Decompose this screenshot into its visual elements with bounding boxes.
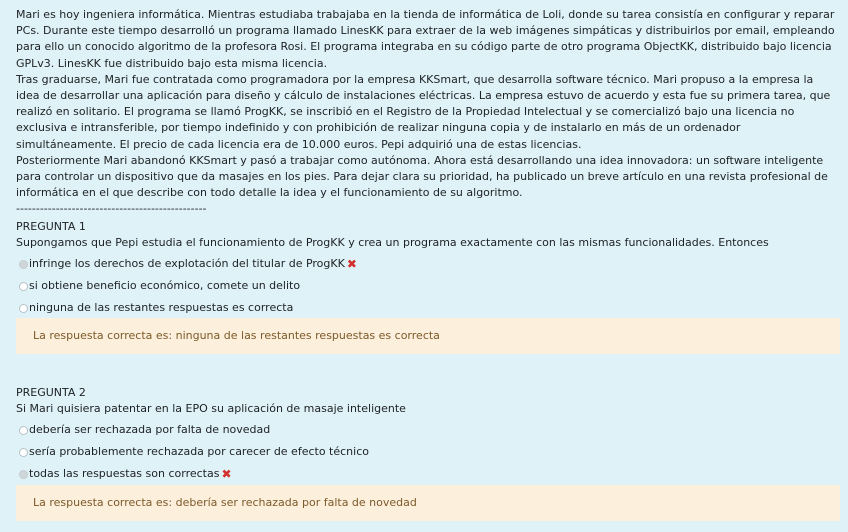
answer-option[interactable]: [16, 253, 840, 275]
answer-option-label: ninguna de las restantes respuestas es correcta: [29, 301, 294, 314]
answer-option-label: sería probablemente rechazada por carecer de efecto técnico: [29, 445, 369, 458]
radio-icon[interactable]: [19, 448, 28, 457]
answer-option-label: si obtiene beneficio económico, comete un delito: [29, 279, 301, 292]
question-title: PREGUNTA 1: [16, 220, 86, 233]
question-title: PREGUNTA 2: [16, 386, 86, 399]
case-description: [16, 7, 836, 217]
radio-icon[interactable]: [19, 426, 28, 435]
radio-icon[interactable]: [19, 304, 28, 313]
question-2: [16, 385, 840, 509]
radio-selected-icon[interactable]: [19, 260, 28, 269]
case-paragraph-2: Tras graduarse, Mari fue contratada como programadora por la empresa KKSmart, que desarrolla software técnico. Mari propuso a la empresa la idea de desarrollar una aplicación para diseño y cálculo de instalaciones eléctricas. La empresa estuvo de acuerdo y esta fue su primera tarea, que realizó en solitario. El programa se llamó ProgKK, se inscribió en el Registro de la Propiedad Intelectual y se comercializó bajo una licencia no exclusiva e intransferible, por tiempo indefinido y con prohibición de realizar ninguna copia y de instalarlo en más de un ordenador simultáneamente. El precio de cada licencia era de 10.000 euros. Pepi adquirió una de estas licencias.: [16, 72, 831, 151]
radio-icon[interactable]: [19, 282, 28, 291]
answer-option-label: todas las respuestas son correctas: [29, 467, 220, 480]
case-paragraph-1: Mari es hoy ingeniera informática. Mientras estudiaba trabajaba en la tienda de informática de Loli, donde su tarea consistía en configurar y reparar PCs. Durante este tiempo desarrolló un programa llamado LinesKK para extraer de la web imágenes simpáticas y distribuirlos por email, empleando para ello un conocido algoritmo de la profesora Rosi. El programa integraba en su código parte de otro programa ObjectKK, distribuido bajo licencia GPLv3. LinesKK fue distribuido bajo esta misma licencia.: [16, 8, 835, 70]
answer-option-label: debería ser rechazada por falta de novedad: [29, 423, 271, 436]
answer-option[interactable]: [16, 441, 840, 463]
question-1: [16, 219, 840, 342]
incorrect-x-icon: ✖: [221, 467, 232, 481]
correct-answer-feedback: La respuesta correcta es: debería ser rechazada por falta de novedad: [16, 485, 840, 521]
answer-option-label: infringe los derechos de explotación del titular de ProgKK: [29, 257, 345, 270]
answer-option[interactable]: [16, 297, 840, 319]
radio-selected-icon[interactable]: [19, 470, 28, 479]
correct-answer-feedback: La respuesta correcta es: ninguna de las restantes respuestas es correcta: [16, 318, 840, 354]
question-text: Si Mari quisiera patentar en la EPO su aplicación de masaje inteligente: [16, 402, 406, 415]
separator-line: ------------------------------------------------: [16, 202, 207, 216]
case-paragraph-3: Posteriormente Mari abandonó KKSmart y pasó a trabajar como autónoma. Ahora está desarrollando una idea innovadora: un software inteligente para controlar un dispositivo que da masajes en los pies. Para dejar clara su prioridad, ha publicado un breve artículo en una revista profesional de informática en el que describe con todo detalle la idea y el funcionamiento de su algoritmo.: [16, 153, 828, 200]
question-text: Supongamos que Pepi estudia el funcionamiento de ProgKK y crea un programa exactamente con las mismas funcionalidades. Entonces: [16, 236, 769, 249]
answer-option[interactable]: [16, 419, 840, 441]
answer-option[interactable]: [16, 463, 840, 485]
incorrect-x-icon: ✖: [346, 257, 357, 271]
answer-option[interactable]: [16, 275, 840, 297]
